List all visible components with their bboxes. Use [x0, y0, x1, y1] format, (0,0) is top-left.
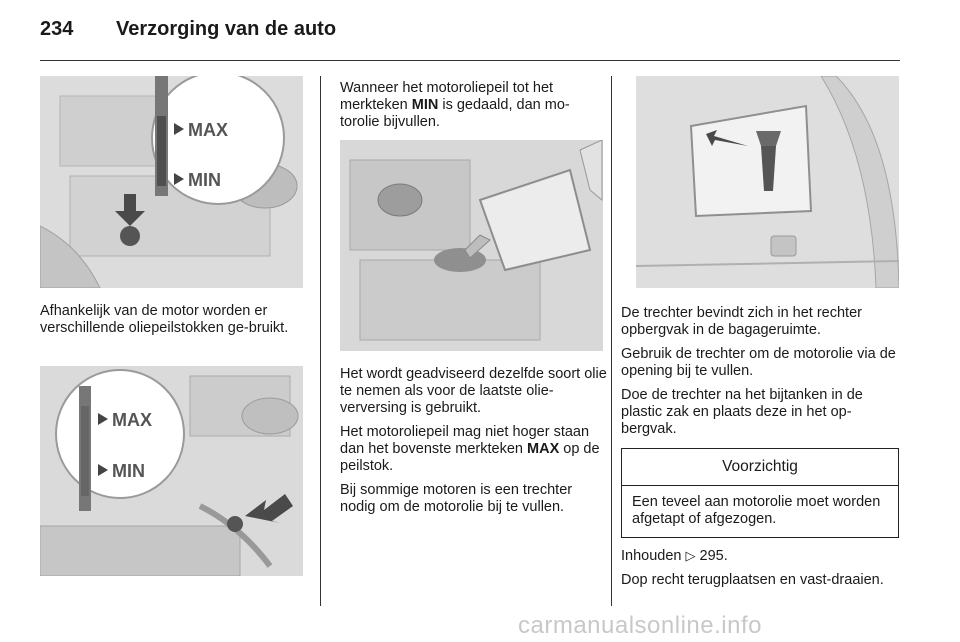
top-up-instruction: [340, 80, 602, 131]
reference-arrow-icon: ▷: [685, 548, 696, 563]
min-mark-label: MIN: [112, 461, 145, 481]
funnel-storage-text: Doe de trechter na het bijtanken in de plastic zak en plaats deze in het op-bergvak.: [621, 387, 863, 437]
header-divider: [40, 60, 900, 61]
page-number: 234: [40, 18, 74, 40]
page-reference-link[interactable]: 295.: [699, 548, 728, 564]
watermark: carmanualsonline.info: [518, 612, 762, 639]
column-divider-2: [611, 76, 612, 606]
cap-replace-text: Dop recht terugplaatsen en vast-draaien.: [621, 572, 884, 588]
max-mark-label: MAX: [188, 120, 228, 140]
dipstick-illustration-1: [40, 76, 303, 288]
max-level-note: [340, 424, 610, 475]
caution-title: Voorzichtig: [622, 449, 898, 486]
max-mark-label: MAX: [112, 410, 152, 430]
dipstick-variants-text: Afhankelijk van de motor worden er verschillende oliepeilstokken ge-bruikt.: [40, 303, 289, 336]
page-title: Verzorging van de auto: [116, 18, 337, 40]
max-keyword: MAX: [527, 441, 560, 457]
funnel-storage-illustration: [636, 76, 899, 288]
text-segment: Inhouden: [621, 548, 686, 564]
oil-type-advice: Het wordt geadviseerd dezelfde soort olie te nemen als voor de laatste olie-verversing is gebruikt.: [340, 366, 607, 416]
capacities-reference: [621, 547, 903, 565]
min-keyword: MIN: [411, 97, 439, 113]
caution-text: Een teveel aan motorolie moet worden afgetapt of afgezogen.: [632, 494, 881, 527]
column-divider-1: [320, 76, 321, 606]
funnel-use-text: Gebruik de trechter om de motorolie via de opening bij te vullen.: [621, 346, 896, 379]
funnel-note: Bij sommige motoren is een trechter nodig om de motorolie bij te vullen.: [340, 482, 573, 515]
caution-box: [621, 448, 899, 538]
text-segment: is gedaald, dan mo-torolie bijvullen.: [340, 97, 570, 130]
text-segment: Het motoroliepeil mag niet hoger staan dan het bovenste merkteken: [340, 424, 590, 457]
text-segment: op de peilstok.: [340, 441, 600, 474]
oil-filling-illustration: [340, 140, 603, 351]
min-mark-label: MIN: [188, 170, 221, 190]
funnel-location-text: De trechter bevindt zich in het rechter opbergvak in de bagageruimte.: [621, 305, 862, 338]
dipstick-illustration-2: [40, 366, 303, 576]
text-segment: Wanneer het motoroliepeil tot het merkteken: [340, 80, 554, 113]
